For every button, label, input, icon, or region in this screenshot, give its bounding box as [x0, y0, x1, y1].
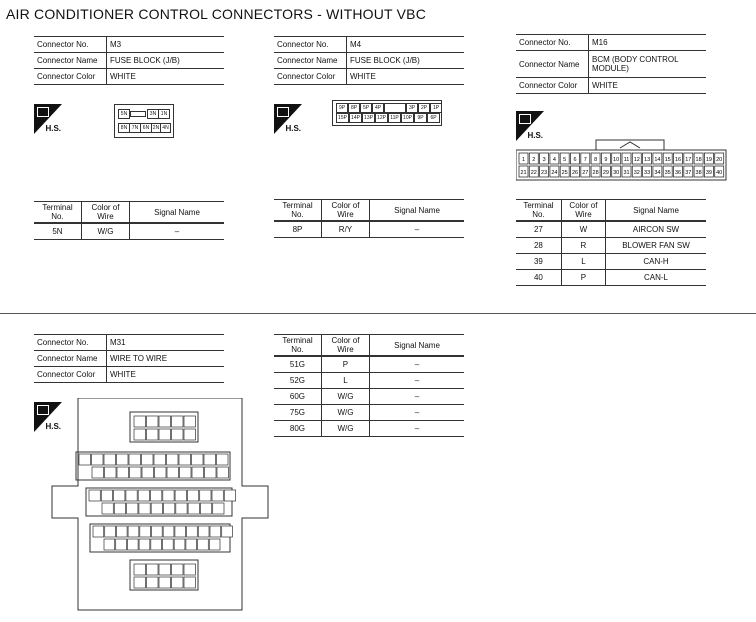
col-header: Terminal No.	[274, 200, 321, 222]
pin-cell	[127, 503, 138, 514]
table-row: 60G W/G –	[274, 389, 464, 405]
pin-cell	[116, 526, 127, 537]
info-key: Connector Name	[34, 53, 107, 69]
pin: 8N	[118, 123, 130, 133]
table-row: 75G W/G –	[274, 405, 464, 421]
pin-cell	[200, 490, 211, 501]
pin-cell	[128, 526, 139, 537]
pin-label: 4	[552, 157, 556, 163]
pin-cell	[93, 526, 104, 537]
pin: 12P	[375, 113, 388, 123]
connector-name: FUSE BLOCK (J/B)	[107, 53, 225, 69]
pin-cell	[116, 539, 127, 550]
pin-cell	[134, 564, 146, 575]
pin-cell	[134, 577, 146, 588]
pin: 1N	[158, 109, 170, 119]
pin-cell	[117, 467, 129, 478]
info-key: Connector No.	[274, 37, 347, 53]
pin-cell	[104, 454, 116, 465]
pin-label: 34	[654, 170, 661, 176]
pin	[130, 111, 146, 117]
pin-cell	[163, 490, 174, 501]
m4-connector-face	[332, 100, 442, 126]
pin-cell	[127, 539, 138, 550]
pin-cell	[147, 577, 159, 588]
pin-cell	[129, 454, 141, 465]
col-header: Terminal No.	[274, 335, 321, 357]
pin-label: 19	[705, 157, 712, 163]
connector-no: M16	[589, 35, 707, 51]
table-row: 40 P CAN-L	[516, 270, 706, 286]
pin: 11P	[388, 113, 401, 123]
pin: 13P	[362, 113, 375, 123]
hs-icon: H.S.	[34, 104, 62, 134]
connector-name: FUSE BLOCK (J/B)	[347, 53, 465, 69]
col-header: Signal Name	[370, 335, 465, 357]
info-key: Connector Name	[516, 51, 589, 78]
pin-label: 2	[532, 157, 536, 163]
table-row: 8P R/Y –	[274, 221, 464, 238]
m3-terminal-table	[34, 201, 224, 240]
pin-label: 14	[654, 157, 661, 163]
section-divider	[0, 313, 756, 314]
pin-cell	[151, 490, 162, 501]
m4-info-table	[274, 36, 464, 85]
pin-label: 27	[582, 170, 589, 176]
pin-cell	[142, 467, 154, 478]
pin-cell	[224, 490, 235, 501]
m3-info-table	[34, 36, 224, 85]
pin-label: 39	[705, 170, 712, 176]
pin-cell	[151, 539, 162, 550]
pin-label: 33	[644, 170, 651, 176]
pin-cell	[114, 503, 125, 514]
pin-cell	[138, 490, 149, 501]
pin-label: 8	[594, 157, 598, 163]
pin: 15P	[336, 113, 349, 123]
pin: 9P	[336, 103, 348, 113]
pin-label: 17	[685, 157, 692, 163]
table-row: 51G P –	[274, 356, 464, 373]
pin-label: 7	[583, 157, 587, 163]
connector-name: WIRE TO WIRE	[107, 351, 225, 367]
m16-terminal-table	[516, 199, 706, 286]
pin-cell	[192, 454, 204, 465]
connector-no: M31	[107, 335, 225, 351]
connector-color: WHITE	[589, 78, 707, 94]
pin-cell	[200, 503, 211, 514]
pin: 5N	[118, 109, 130, 119]
pin-cell	[217, 454, 229, 465]
pin-label: 13	[644, 157, 651, 163]
m16-connector-face	[516, 134, 728, 182]
pin-cell	[184, 429, 196, 440]
pin-cell	[139, 539, 150, 550]
pin-cell	[159, 577, 171, 588]
pin-cell	[155, 467, 167, 478]
pin-cell	[159, 416, 171, 427]
col-header: Signal Name	[370, 200, 465, 222]
pin-cell	[163, 526, 174, 537]
pin-label: 1	[521, 157, 526, 163]
pin-cell	[140, 526, 151, 537]
pin-cell	[147, 416, 159, 427]
pin-cell	[152, 526, 163, 537]
pin-label: 21	[520, 170, 527, 176]
info-key: Connector Name	[274, 53, 347, 69]
pin: 2N	[152, 125, 160, 131]
pin-cell	[186, 539, 197, 550]
pin-cell	[184, 564, 196, 575]
pin-cell	[92, 454, 104, 465]
pin-cell	[167, 467, 179, 478]
connector-color: WHITE	[107, 367, 225, 383]
info-key: Connector No.	[34, 335, 107, 351]
pin-label: 28	[592, 170, 599, 176]
col-header: Terminal No.	[516, 200, 561, 222]
pin-label: 6	[573, 157, 577, 163]
info-key: Connector Color	[34, 367, 107, 383]
pin-cell	[212, 490, 223, 501]
pin-cell	[198, 539, 209, 550]
pin-cell	[126, 490, 137, 501]
pin: 2P	[418, 103, 430, 113]
col-header: Color of Wire	[321, 200, 369, 222]
pin-label: 25	[561, 170, 568, 176]
connector-color: WHITE	[107, 69, 225, 85]
m16-info-table	[516, 34, 706, 94]
pin-cell	[147, 429, 159, 440]
pin-label: 12	[633, 157, 640, 163]
info-key: Connector Color	[274, 69, 347, 85]
hs-icon: H.S.	[34, 402, 62, 432]
table-row: 80G W/G –	[274, 421, 464, 437]
pin-cell	[176, 503, 187, 514]
col-header: Terminal No.	[34, 202, 81, 224]
pin-cell	[175, 490, 186, 501]
col-header: Signal Name	[130, 202, 225, 224]
pin-cell	[147, 564, 159, 575]
pin-label: 5	[563, 157, 567, 163]
pin-label: 30	[613, 170, 620, 176]
pin-label: 10	[613, 157, 620, 163]
pin-cell	[172, 577, 184, 588]
pin-cell	[105, 526, 116, 537]
pin: 8P	[348, 103, 360, 113]
col-header: Color of Wire	[81, 202, 129, 224]
pin-cell	[188, 503, 199, 514]
m3-connector-face	[114, 104, 174, 138]
pin-cell	[187, 490, 198, 501]
info-key: Connector Name	[34, 351, 107, 367]
pin-cell	[174, 539, 185, 550]
connector-no: M4	[347, 37, 465, 53]
connector-no: M3	[107, 37, 225, 53]
pin-cell	[180, 467, 192, 478]
pin: 9P	[414, 113, 427, 123]
pin-label: 20	[716, 157, 723, 163]
pin-label: 29	[602, 170, 609, 176]
connector-color: WHITE	[347, 69, 465, 85]
pin-cell	[210, 526, 221, 537]
pin: 14P	[349, 113, 362, 123]
pin-cell	[198, 526, 209, 537]
pin-cell	[151, 503, 162, 514]
col-header: Color of Wire	[321, 335, 369, 357]
pin-cell	[204, 454, 216, 465]
pin-cell	[192, 467, 204, 478]
pin-cell	[89, 490, 100, 501]
table-row: 27 W AIRCON SW	[516, 221, 706, 238]
pin-cell	[134, 416, 146, 427]
col-header: Color of Wire	[561, 200, 605, 222]
pin: 4N	[160, 123, 171, 133]
info-key: Connector Color	[516, 78, 589, 94]
pin-label: 32	[633, 170, 640, 176]
pin-cell	[187, 526, 198, 537]
pin-cell	[217, 467, 229, 478]
pin-cell	[172, 416, 184, 427]
pin-cell	[114, 490, 125, 501]
pin-cell	[101, 490, 112, 501]
connector-name: BCM (BODY CONTROL MODULE)	[589, 51, 707, 78]
m31-info-table	[34, 334, 224, 383]
pin: 1P	[430, 103, 442, 113]
page-title: AIR CONDITIONER CONTROL CONNECTORS - WITHOUT VBC	[6, 6, 427, 22]
pin: 6N	[140, 123, 152, 133]
pin: 6P	[427, 113, 440, 123]
pin-cell	[209, 539, 220, 550]
pin-cell	[104, 539, 115, 550]
table-row: 52G L –	[274, 373, 464, 389]
m31-connector-face	[50, 398, 270, 612]
m31-terminal-table	[274, 334, 464, 437]
pin-cell	[92, 467, 104, 478]
pin-cell	[167, 454, 179, 465]
pin-cell	[142, 454, 154, 465]
pin-label: 24	[551, 170, 558, 176]
pin: 5P	[360, 103, 372, 113]
pin-label: 26	[571, 170, 579, 176]
pin: 3P	[406, 103, 418, 113]
hs-icon: H.S.	[516, 111, 544, 141]
pin-label: 11	[623, 157, 630, 163]
pin-cell	[105, 467, 117, 478]
pin-label: 23	[541, 170, 548, 176]
info-key: Connector Color	[34, 69, 107, 85]
pin-label: 31	[623, 170, 630, 176]
m4-terminal-table	[274, 199, 464, 238]
hs-icon: H.S.	[274, 104, 302, 134]
pin-cell	[222, 526, 233, 537]
pin: 4P	[372, 103, 384, 113]
pin: 10P	[401, 113, 414, 123]
pin	[384, 103, 406, 113]
pin-cell	[159, 429, 171, 440]
info-key: Connector No.	[34, 37, 107, 53]
pin-cell	[102, 503, 113, 514]
pin-cell	[172, 564, 184, 575]
pin-label: 15	[664, 157, 671, 163]
col-header: Signal Name	[606, 200, 707, 222]
pin: 7N	[129, 123, 141, 133]
pin-cell	[163, 539, 174, 550]
pin-cell	[184, 416, 196, 427]
pin-cell	[159, 564, 171, 575]
pin-cell	[205, 467, 217, 478]
pin: 3N	[147, 109, 159, 119]
table-row: 39 L CAN-H	[516, 254, 706, 270]
table-row: 5N W/G –	[34, 223, 224, 240]
pin-cell	[184, 577, 196, 588]
pin-label: 37	[685, 170, 692, 176]
pin-cell	[154, 454, 166, 465]
pin-cell	[79, 454, 91, 465]
pin-label: 3	[542, 157, 546, 163]
pin-cell	[175, 526, 186, 537]
pin-cell	[179, 454, 191, 465]
pin-cell	[172, 429, 184, 440]
pin-label: 16	[674, 157, 682, 163]
pin-label: 40	[716, 170, 723, 176]
pin-label: 18	[695, 157, 702, 163]
pin-cell	[130, 467, 142, 478]
pin-cell	[139, 503, 150, 514]
table-row: 28 R BLOWER FAN SW	[516, 238, 706, 254]
pin-cell	[213, 503, 224, 514]
pin-label: 22	[530, 170, 537, 176]
pin-label: 35	[664, 170, 671, 176]
info-key: Connector No.	[516, 35, 589, 51]
pin-cell	[117, 454, 129, 465]
pin-label: 9	[604, 157, 608, 163]
pin-cell	[164, 503, 175, 514]
pin-label: 36	[674, 170, 682, 176]
pin-cell	[134, 429, 146, 440]
pin-label: 38	[695, 170, 702, 176]
